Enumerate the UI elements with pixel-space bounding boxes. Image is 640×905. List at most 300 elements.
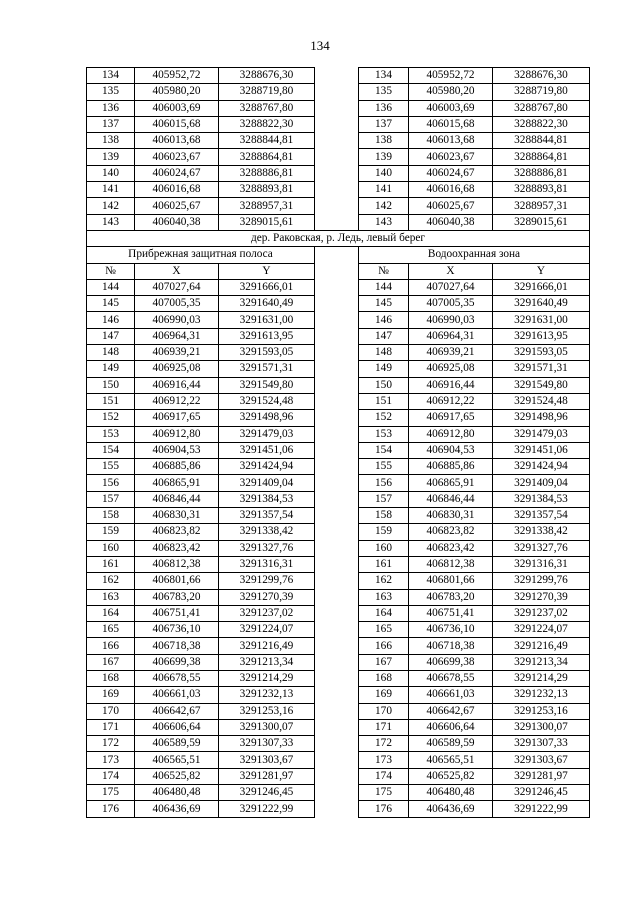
right-point-number-cell: 157 [359,491,409,507]
right-point-number-cell: 147 [359,328,409,344]
left-point-number-cell: 139 [87,149,135,165]
right-point-number-cell: 150 [359,377,409,393]
left-point-number-cell: 144 [87,279,135,295]
right-y-header: Y [493,263,590,279]
table-row [87,426,590,442]
right-point-number-cell: 170 [359,703,409,719]
left-y-coordinate-cell: 3291214,29 [219,670,315,686]
left-point-number-cell: 151 [87,393,135,409]
column-gap [315,410,359,426]
right-x-coordinate-cell: 406865,91 [409,475,493,491]
left-x-coordinate-cell: 405952,72 [135,68,219,84]
right-y-coordinate-cell: 3291214,29 [493,670,590,686]
left-x-coordinate-cell: 406904,53 [135,442,219,458]
left-x-header: X [135,263,219,279]
right-x-coordinate-cell: 406812,38 [409,556,493,572]
left-point-number-cell: 167 [87,654,135,670]
left-x-coordinate-cell: 406718,38 [135,638,219,654]
left-point-number-cell: 137 [87,116,135,132]
left-point-number-cell: 171 [87,719,135,735]
left-y-coordinate-cell: 3288893,81 [219,182,315,198]
right-point-number-cell: 146 [359,312,409,328]
right-point-number-cell: 166 [359,638,409,654]
right-y-coordinate-cell: 3291409,04 [493,475,590,491]
right-x-coordinate-cell: 406917,65 [409,410,493,426]
right-y-coordinate-cell: 3291316,31 [493,556,590,572]
right-x-coordinate-cell: 406480,48 [409,785,493,801]
left-x-coordinate-cell: 406606,64 [135,719,219,735]
left-x-coordinate-cell: 406823,42 [135,540,219,556]
right-y-coordinate-cell: 3288822,30 [493,116,590,132]
table-row [87,670,590,686]
right-y-coordinate-cell: 3291549,80 [493,377,590,393]
right-point-number-cell: 155 [359,459,409,475]
right-point-number-cell: 163 [359,589,409,605]
right-y-coordinate-cell: 3291213,34 [493,654,590,670]
table-row [87,719,590,735]
table-row [87,149,590,165]
right-x-coordinate-cell: 406846,44 [409,491,493,507]
left-y-coordinate-cell: 3291237,02 [219,605,315,621]
column-gap [315,345,359,361]
right-x-coordinate-cell: 406925,08 [409,361,493,377]
left-x-coordinate-cell: 406736,10 [135,622,219,638]
table-row [87,801,590,817]
right-zone-title: Водоохранная зона [359,247,590,263]
left-y-coordinate-cell: 3291666,01 [219,279,315,295]
left-x-coordinate-cell: 406865,91 [135,475,219,491]
left-x-coordinate-cell: 406939,21 [135,345,219,361]
right-x-coordinate-cell: 406801,66 [409,573,493,589]
right-point-number-cell: 154 [359,442,409,458]
right-x-coordinate-cell: 406606,64 [409,719,493,735]
column-gap [315,312,359,328]
right-point-number-cell: 134 [359,68,409,84]
right-point-number-cell: 171 [359,719,409,735]
table-row [87,703,590,719]
left-point-number-cell: 135 [87,84,135,100]
left-point-number-cell: 141 [87,182,135,198]
column-gap [315,508,359,524]
left-point-number-cell: 138 [87,133,135,149]
right-x-coordinate-cell: 405952,72 [409,68,493,84]
right-point-number-cell: 167 [359,654,409,670]
right-x-coordinate-cell: 406964,31 [409,328,493,344]
table-row [87,214,590,230]
left-point-number-cell: 157 [87,491,135,507]
left-point-number-cell: 134 [87,68,135,84]
right-y-coordinate-cell: 3291613,95 [493,328,590,344]
left-x-coordinate-cell: 406812,38 [135,556,219,572]
table-row [87,475,590,491]
right-y-coordinate-cell: 3291524,48 [493,393,590,409]
column-gap [315,540,359,556]
column-gap [315,785,359,801]
table-row [87,361,590,377]
table-row [87,589,590,605]
right-point-number-cell: 162 [359,573,409,589]
table-row [87,736,590,752]
page-number: 134 [310,38,330,53]
column-gap [315,475,359,491]
left-x-coordinate-cell: 406642,67 [135,703,219,719]
table-row [87,84,590,100]
left-y-coordinate-cell: 3288864,81 [219,149,315,165]
left-number-header: № [87,263,135,279]
right-y-coordinate-cell: 3291307,33 [493,736,590,752]
table-row [87,296,590,312]
column-gap [315,442,359,458]
left-x-coordinate-cell: 406024,67 [135,165,219,181]
left-x-coordinate-cell: 406025,67 [135,198,219,214]
right-x-coordinate-cell: 406904,53 [409,442,493,458]
column-gap [315,491,359,507]
left-point-number-cell: 140 [87,165,135,181]
right-x-coordinate-cell: 406699,38 [409,654,493,670]
right-point-number-cell: 140 [359,165,409,181]
left-point-number-cell: 172 [87,736,135,752]
right-y-coordinate-cell: 3291384,53 [493,491,590,507]
left-y-coordinate-cell: 3291327,76 [219,540,315,556]
left-x-coordinate-cell: 406661,03 [135,687,219,703]
column-header-row [87,263,590,279]
left-x-coordinate-cell: 406525,82 [135,768,219,784]
right-x-coordinate-cell: 406023,67 [409,149,493,165]
column-gap [315,605,359,621]
table-row [87,605,590,621]
column-gap [315,165,359,181]
table-row [87,687,590,703]
right-point-number-cell: 137 [359,116,409,132]
column-gap [315,768,359,784]
right-y-coordinate-cell: 3289015,61 [493,214,590,230]
right-point-number-cell: 145 [359,296,409,312]
left-point-number-cell: 175 [87,785,135,801]
right-x-header: X [409,263,493,279]
left-point-number-cell: 152 [87,410,135,426]
right-y-coordinate-cell: 3291300,07 [493,719,590,735]
column-gap [315,247,359,263]
left-x-coordinate-cell: 406003,69 [135,100,219,116]
right-x-coordinate-cell: 406823,82 [409,524,493,540]
left-point-number-cell: 168 [87,670,135,686]
right-x-coordinate-cell: 405980,20 [409,84,493,100]
right-y-coordinate-cell: 3291479,03 [493,426,590,442]
left-point-number-cell: 164 [87,605,135,621]
column-gap [315,133,359,149]
right-y-coordinate-cell: 3291357,54 [493,508,590,524]
left-point-number-cell: 163 [87,589,135,605]
left-y-coordinate-cell: 3291571,31 [219,361,315,377]
table-row [87,622,590,638]
right-y-coordinate-cell: 3291232,13 [493,687,590,703]
table-row [87,279,590,295]
left-point-number-cell: 145 [87,296,135,312]
right-x-coordinate-cell: 406565,51 [409,752,493,768]
right-point-number-cell: 141 [359,182,409,198]
left-y-coordinate-cell: 3291524,48 [219,393,315,409]
left-point-number-cell: 153 [87,426,135,442]
left-y-coordinate-cell: 3291300,07 [219,719,315,735]
right-x-coordinate-cell: 406642,67 [409,703,493,719]
left-y-coordinate-cell: 3291232,13 [219,687,315,703]
column-gap [315,263,359,279]
left-y-coordinate-cell: 3291299,76 [219,573,315,589]
left-y-coordinate-cell: 3291338,42 [219,524,315,540]
left-y-coordinate-cell: 3291213,34 [219,654,315,670]
left-y-coordinate-cell: 3291224,07 [219,622,315,638]
right-point-number-cell: 142 [359,198,409,214]
left-x-coordinate-cell: 406912,80 [135,426,219,442]
right-point-number-cell: 138 [359,133,409,149]
left-x-coordinate-cell: 406912,22 [135,393,219,409]
left-y-coordinate-cell: 3288886,81 [219,165,315,181]
column-gap [315,377,359,393]
left-y-coordinate-cell: 3291451,06 [219,442,315,458]
table-row [87,68,590,84]
table-row [87,442,590,458]
left-x-coordinate-cell: 406925,08 [135,361,219,377]
left-x-coordinate-cell: 406783,20 [135,589,219,605]
left-point-number-cell: 142 [87,198,135,214]
left-point-number-cell: 143 [87,214,135,230]
column-gap [315,573,359,589]
left-y-coordinate-cell: 3288822,30 [219,116,315,132]
left-x-coordinate-cell: 406830,31 [135,508,219,524]
left-y-coordinate-cell: 3291270,39 [219,589,315,605]
right-point-number-cell: 172 [359,736,409,752]
column-gap [315,459,359,475]
left-y-coordinate-cell: 3291384,53 [219,491,315,507]
zone-titles-row [87,247,590,263]
left-x-coordinate-cell: 406751,41 [135,605,219,621]
right-point-number-cell: 139 [359,149,409,165]
right-y-coordinate-cell: 3288957,31 [493,198,590,214]
left-point-number-cell: 136 [87,100,135,116]
right-y-coordinate-cell: 3291270,39 [493,589,590,605]
left-x-coordinate-cell: 405980,20 [135,84,219,100]
right-point-number-cell: 161 [359,556,409,572]
right-x-coordinate-cell: 406661,03 [409,687,493,703]
right-point-number-cell: 173 [359,752,409,768]
right-x-coordinate-cell: 406751,41 [409,605,493,621]
table-row [87,100,590,116]
section-title-row [87,230,590,246]
right-point-number-cell: 165 [359,622,409,638]
table-row [87,410,590,426]
table-row [87,459,590,475]
right-y-coordinate-cell: 3288886,81 [493,165,590,181]
left-y-coordinate-cell: 3291640,49 [219,296,315,312]
coordinates-table [86,67,590,818]
left-y-coordinate-cell: 3291479,03 [219,426,315,442]
right-y-coordinate-cell: 3291571,31 [493,361,590,377]
column-gap [315,524,359,540]
right-y-coordinate-cell: 3288767,80 [493,100,590,116]
left-x-coordinate-cell: 406023,67 [135,149,219,165]
right-x-coordinate-cell: 406718,38 [409,638,493,654]
left-point-number-cell: 169 [87,687,135,703]
column-gap [315,279,359,295]
right-x-coordinate-cell: 406912,22 [409,393,493,409]
right-y-coordinate-cell: 3291246,45 [493,785,590,801]
right-point-number-cell: 159 [359,524,409,540]
right-y-coordinate-cell: 3291451,06 [493,442,590,458]
right-point-number-cell: 135 [359,84,409,100]
column-gap [315,100,359,116]
left-x-coordinate-cell: 406565,51 [135,752,219,768]
left-point-number-cell: 155 [87,459,135,475]
table-row [87,165,590,181]
left-x-coordinate-cell: 406823,82 [135,524,219,540]
right-x-coordinate-cell: 406885,86 [409,459,493,475]
left-x-coordinate-cell: 406015,68 [135,116,219,132]
column-gap [315,296,359,312]
right-y-coordinate-cell: 3288893,81 [493,182,590,198]
column-gap [315,719,359,735]
column-gap [315,116,359,132]
left-y-coordinate-cell: 3288767,80 [219,100,315,116]
left-y-coordinate-cell: 3289015,61 [219,214,315,230]
left-y-coordinate-cell: 3291216,49 [219,638,315,654]
column-gap [315,361,359,377]
left-y-coordinate-cell: 3291424,94 [219,459,315,475]
table-row [87,768,590,784]
right-point-number-cell: 144 [359,279,409,295]
right-x-coordinate-cell: 406678,55 [409,670,493,686]
left-point-number-cell: 161 [87,556,135,572]
column-gap [315,328,359,344]
column-gap [315,801,359,817]
column-gap [315,622,359,638]
left-y-coordinate-cell: 3291593,05 [219,345,315,361]
table-row [87,312,590,328]
left-x-coordinate-cell: 406040,38 [135,214,219,230]
left-point-number-cell: 174 [87,768,135,784]
left-y-coordinate-cell: 3291253,16 [219,703,315,719]
left-y-coordinate-cell: 3288844,81 [219,133,315,149]
column-gap [315,214,359,230]
section-title: дер. Раковская, р. Ледь, левый берег [87,230,590,246]
column-gap [315,182,359,198]
right-point-number-cell: 169 [359,687,409,703]
left-point-number-cell: 170 [87,703,135,719]
left-x-coordinate-cell: 406801,66 [135,573,219,589]
left-x-coordinate-cell: 406846,44 [135,491,219,507]
right-y-coordinate-cell: 3288719,80 [493,84,590,100]
left-y-coordinate-cell: 3291357,54 [219,508,315,524]
left-point-number-cell: 176 [87,801,135,817]
right-y-coordinate-cell: 3291327,76 [493,540,590,556]
left-y-coordinate-cell: 3291281,97 [219,768,315,784]
table-row [87,752,590,768]
left-zone-title: Прибрежная защитная полоса [87,247,315,263]
right-y-coordinate-cell: 3291640,49 [493,296,590,312]
column-gap [315,736,359,752]
right-y-coordinate-cell: 3288844,81 [493,133,590,149]
right-point-number-cell: 160 [359,540,409,556]
right-point-number-cell: 168 [359,670,409,686]
table-row [87,785,590,801]
right-y-coordinate-cell: 3288864,81 [493,149,590,165]
right-y-coordinate-cell: 3291498,96 [493,410,590,426]
table-row [87,638,590,654]
right-x-coordinate-cell: 406013,68 [409,133,493,149]
right-x-coordinate-cell: 406015,68 [409,116,493,132]
table-row [87,133,590,149]
left-point-number-cell: 147 [87,328,135,344]
table-row [87,508,590,524]
right-x-coordinate-cell: 406830,31 [409,508,493,524]
left-point-number-cell: 158 [87,508,135,524]
left-y-coordinate-cell: 3291498,96 [219,410,315,426]
right-point-number-cell: 151 [359,393,409,409]
right-x-coordinate-cell: 406823,42 [409,540,493,556]
right-y-coordinate-cell: 3291224,07 [493,622,590,638]
left-point-number-cell: 150 [87,377,135,393]
table-row [87,654,590,670]
left-y-header: Y [219,263,315,279]
right-y-coordinate-cell: 3291424,94 [493,459,590,475]
left-point-number-cell: 154 [87,442,135,458]
right-y-coordinate-cell: 3291222,99 [493,801,590,817]
right-point-number-cell: 136 [359,100,409,116]
column-gap [315,149,359,165]
right-y-coordinate-cell: 3291281,97 [493,768,590,784]
left-x-coordinate-cell: 406480,48 [135,785,219,801]
right-y-coordinate-cell: 3291593,05 [493,345,590,361]
left-y-coordinate-cell: 3291222,99 [219,801,315,817]
column-gap [315,198,359,214]
right-y-coordinate-cell: 3291666,01 [493,279,590,295]
table-row [87,573,590,589]
right-point-number-cell: 148 [359,345,409,361]
left-x-coordinate-cell: 406916,44 [135,377,219,393]
column-gap [315,426,359,442]
column-gap [315,68,359,84]
right-y-coordinate-cell: 3291253,16 [493,703,590,719]
right-x-coordinate-cell: 406939,21 [409,345,493,361]
table-row [87,393,590,409]
left-point-number-cell: 160 [87,540,135,556]
table-row [87,182,590,198]
column-gap [315,752,359,768]
table-row [87,556,590,572]
right-x-coordinate-cell: 406025,67 [409,198,493,214]
right-point-number-cell: 152 [359,410,409,426]
left-point-number-cell: 165 [87,622,135,638]
right-x-coordinate-cell: 406040,38 [409,214,493,230]
right-x-coordinate-cell: 407005,35 [409,296,493,312]
left-point-number-cell: 173 [87,752,135,768]
left-x-coordinate-cell: 406013,68 [135,133,219,149]
right-point-number-cell: 143 [359,214,409,230]
right-x-coordinate-cell: 406003,69 [409,100,493,116]
right-y-coordinate-cell: 3291338,42 [493,524,590,540]
left-x-coordinate-cell: 407005,35 [135,296,219,312]
left-y-coordinate-cell: 3291307,33 [219,736,315,752]
column-gap [315,703,359,719]
column-gap [315,589,359,605]
left-point-number-cell: 149 [87,361,135,377]
right-point-number-cell: 164 [359,605,409,621]
column-gap [315,687,359,703]
table-row [87,116,590,132]
right-x-coordinate-cell: 406525,82 [409,768,493,784]
right-point-number-cell: 174 [359,768,409,784]
left-y-coordinate-cell: 3291409,04 [219,475,315,491]
left-point-number-cell: 148 [87,345,135,361]
